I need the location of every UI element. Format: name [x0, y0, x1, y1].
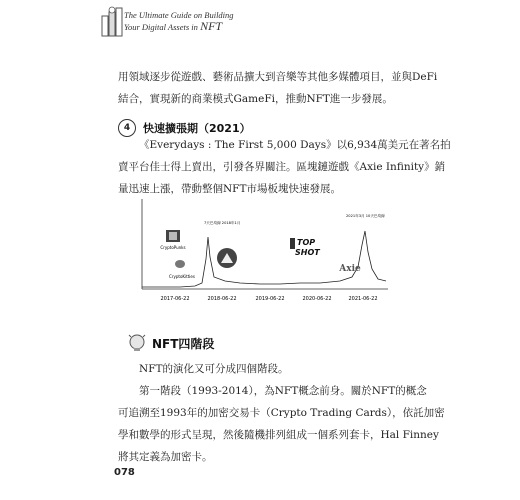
axie-infinity-logo: [338, 264, 361, 274]
cryptopunks-logo: [160, 230, 185, 250]
page-number: 078: [114, 467, 135, 478]
book-title-nft: NFT: [200, 19, 223, 33]
x-ticks: [160, 296, 377, 302]
svg-text:CryptoPunks: CryptoPunks: [160, 245, 186, 250]
text-line: 將其定義為加密卡。: [118, 451, 213, 463]
svg-text:Axie: Axie: [339, 264, 361, 274]
x-tick-label: 2019-06-22: [255, 296, 285, 302]
nft-stages-title: NFT四階段: [152, 336, 215, 351]
section4-paragraph: [118, 134, 451, 200]
nft-stages-paragraph: [118, 358, 445, 468]
text-line: 可追溯至1993年的加密交易卡（Crypto Trading Cards），依託加密: [118, 407, 445, 419]
svg-text:SHOT: SHOT: [295, 248, 320, 257]
nft-stages-heading: [126, 332, 214, 354]
x-tick-label: 2020-06-22: [302, 296, 332, 302]
text-line: 用領域逐步從遊戲、藝術品擴大到音樂等其他多媒體項目，並與DeFi: [118, 71, 438, 83]
text-line: 第一階段（1993-2014），為NFT概念前身。關於NFT的概念: [139, 385, 427, 397]
text-line: 賣平台佳士得上賣出，引發各界關注。區塊鏈遊戲《Axie Infinity》銷: [118, 161, 446, 173]
text-line: 量迅速上漲，帶動整個NFT市場板塊快速發展。: [118, 183, 341, 195]
section-number-badge: 4: [118, 119, 136, 137]
book-title-line1: The Ultimate Guide on Building: [124, 10, 234, 20]
text-line: 結合，實現新的商業模式GameFi，推動NFT進一步發展。: [118, 93, 393, 105]
x-tick-label: 2017-06-22: [160, 296, 190, 302]
text-line: 學和數學的形式呈現，然後隨機排列組成一個系列套卡，Hal Finney: [118, 429, 439, 441]
section-title: 快速擴張期（2021）: [143, 122, 251, 135]
x-tick-label: 2018-06-22: [207, 296, 237, 302]
book-stack-icon: [100, 6, 126, 38]
lightbulb-icon: [126, 332, 148, 354]
svg-text:CryptoKitties: CryptoKitties: [169, 274, 195, 279]
x-tick-label: 2021-06-22: [348, 296, 378, 302]
text-line: NFT的演化又可分成四個階段。: [139, 363, 289, 375]
decentraland-logo: [217, 248, 237, 268]
nba-top-shot-logo: [290, 238, 320, 257]
book-title: [124, 10, 234, 33]
intro-paragraph: [118, 66, 438, 110]
nft-history-chart: [140, 197, 390, 309]
cryptokitties-logo: [169, 260, 195, 279]
book-title-line2: Your Digital Assets in NFT: [124, 19, 223, 33]
annotation-2021: 2021年3月 10天巴均線: [346, 214, 385, 218]
text-line: 《Everydays : The First 5,000 Days》以6,934萬美元在著名拍: [139, 139, 451, 151]
annotation-2018: 7天巴均線 2018年1月: [204, 221, 241, 225]
svg-text:TOP: TOP: [297, 238, 316, 247]
